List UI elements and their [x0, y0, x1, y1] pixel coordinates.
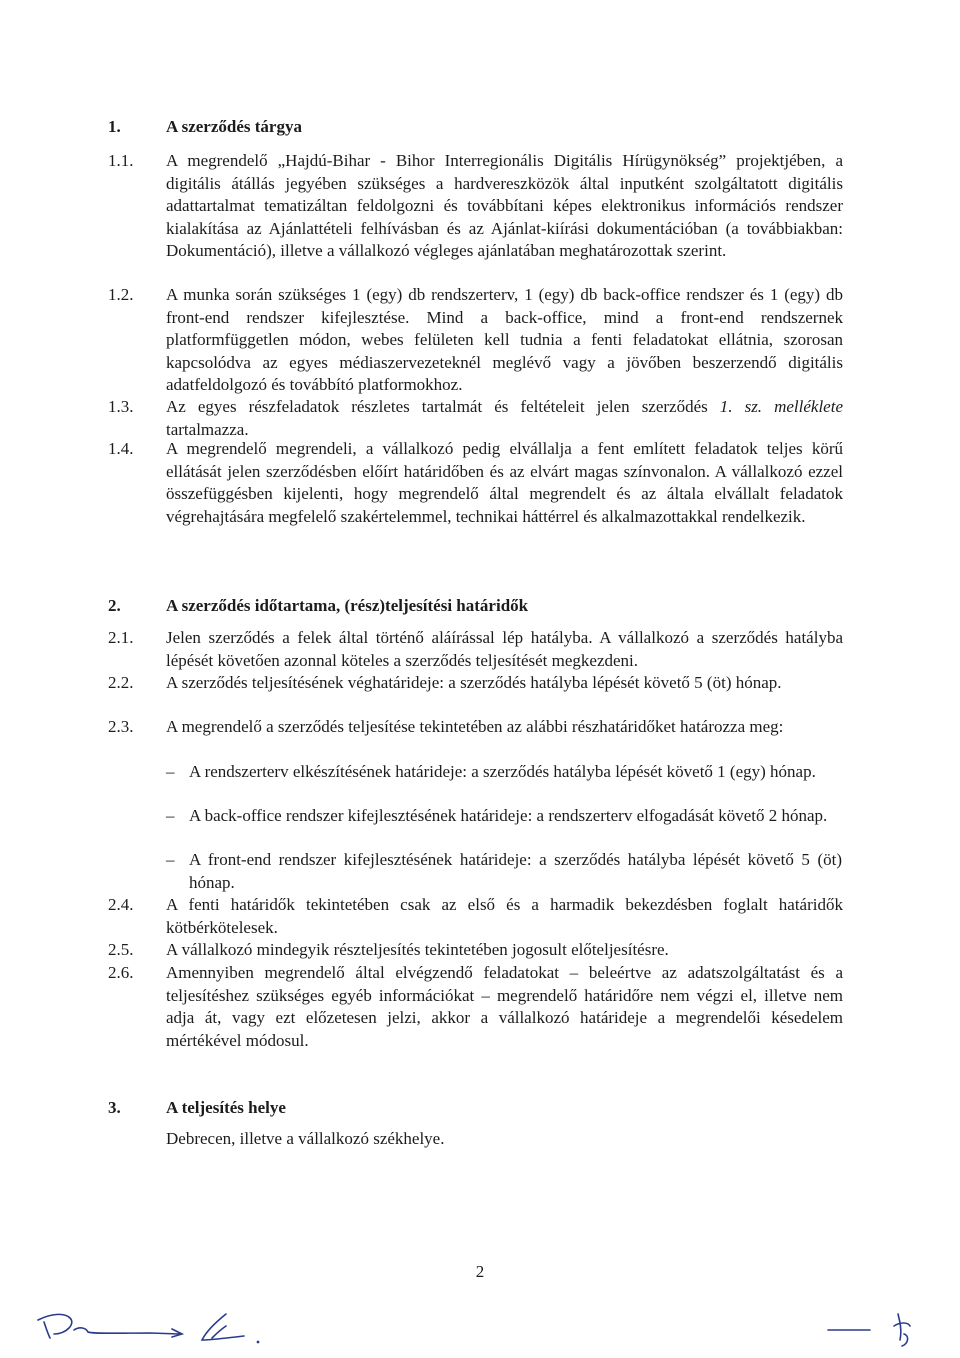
clause-1-2 — [108, 284, 843, 397]
signature-left — [30, 1300, 280, 1356]
section-number: 3. — [108, 1098, 121, 1117]
clause-number: 2.1. — [108, 628, 134, 647]
clause-text: A megrendelő a szerződés teljesítése tekintetében az alábbi részhatáridőket határozza meg: — [166, 717, 784, 736]
section-2-heading — [108, 595, 528, 617]
clause-text: A munka során szükséges 1 (egy) db rendszerterv, 1 (egy) db back-office rendszer és 1 (egy) db front-end rendszer kifejlesztése. Mind a back-office, mind a front-end rendszernek platformfüggetlen módon, webes felületen kell tudnia a fenti feladatokat ellátnia, szorosan kapcsolódva az egyes médiaszervezeteknél meglévő vagy a jövőben beszerzendő digitális adatfeldolgozó és továbbító platformokhoz. — [166, 285, 843, 394]
annex-reference: 1. sz. mellékletе — [719, 397, 843, 416]
clause-number: 2.6. — [108, 963, 134, 982]
clause-text: A megrendelő megrendeli, a vállalkozó pedig elvállalja a fent említett feladatok teljes körű ellátását jelen szerződésben előírt határidőben és az elvárt magas színvonalon. A vállalkozó ezzel összefüggésben kijelenti, hogy megrendelő által megrendelt és az általa elvállalt feladatok végrehajtására megfelelő szakértelemmel, technikai háttérrel és alkalmazottakkal rendelkezik. — [166, 439, 843, 526]
deadline-text: A back-office rendszer kifejlesztésének határideje: a rendszerterv elfogadását követő 2 hónap. — [189, 806, 828, 825]
dash-bullet: – — [166, 850, 175, 869]
clause-2-2 — [108, 672, 843, 695]
section-title: A szerződés tárgya — [166, 117, 302, 136]
clause-text: A fenti határidők tekintetében csak az első és a harmadik bekezdésben foglalt határidők kötbérkötelesek. — [166, 895, 843, 937]
clause-number: 1.1. — [108, 151, 134, 170]
section-title: A szerződés időtartama, (rész)teljesítési határidők — [166, 596, 529, 615]
clause-2-6 — [108, 962, 843, 1052]
clause-number: 1.4. — [108, 439, 134, 458]
section-1-heading — [108, 116, 302, 138]
deadline-item — [166, 849, 842, 894]
clause-2-3 — [108, 716, 843, 739]
clause-text — [166, 396, 843, 441]
section-number: 2. — [108, 596, 121, 615]
clause-number: 2.4. — [108, 895, 134, 914]
section-title: A teljesítés helye — [166, 1098, 286, 1117]
deadline-text: A front-end rendszer kifejlesztésének határideje: a szerződés hatályba lépését követő 5 (öt) hónap. — [189, 850, 842, 892]
clause-1-4 — [108, 438, 843, 528]
dash-bullet: – — [166, 762, 175, 781]
clause-text-part: Az egyes részfeladatok részletes tartalmát és feltételeit jelen szerződés — [166, 397, 720, 416]
section-3-heading — [108, 1097, 286, 1119]
deadline-item — [166, 761, 842, 784]
clause-text: A megrendelő „Hajdú-Bihar - Bihor Interregionális Digitális Hírügynökség” projektjében, a digitális átállás jegyében szükséges a hardvereszközök által inputként szolgáltatott digitális adattartalmat tematizáltan feldolgozni és továbbítani képes elektronikus információs rendszer kialakítása az Ajánlattételi felhívásban és az Ajánlat-kiírási dokumentációban (a továbbiakban: Dokumentáció), illetve a vállalkozó végleges ajánlatában meghatározottak szerint. — [166, 151, 843, 260]
dash-bullet: – — [166, 806, 175, 825]
clause-number: 2.2. — [108, 673, 134, 692]
place-of-performance: Debrecen, illetve a vállalkozó székhelye. — [166, 1129, 445, 1148]
clause-2-4 — [108, 894, 843, 939]
clause-2-1 — [108, 627, 843, 672]
clause-1-3 — [108, 396, 843, 441]
clause-text: Jelen szerződés a felek által történő aláírással lép hatályba. A vállalkozó a szerződés hatályba lépését követően azonnal köteles a szerződés teljesítését megkezdeni. — [166, 628, 843, 670]
deadline-item — [166, 805, 842, 828]
section-number: 1. — [108, 117, 121, 136]
clause-text: Amennyiben megrendelő által elvégzendő feladatokat – beleértve az adatszolgáltatást és a teljesítéshez szükséges egyéb információkat – megrendelő határidőre nem végzi el, illetve nem adja át, vagy ezt előzetesen jelzi, akkor a vállalkozó határideje a megrendelői késedelem mértékével módosul. — [166, 963, 843, 1050]
deadline-text: A rendszerterv elkészítésének határideje: a szerződés hatályba lépését követő 1 (egy) hónap. — [189, 762, 816, 781]
clause-text: A vállalkozó mindegyik részteljesítés tekintetében jogosult előteljesítésre. — [166, 940, 669, 959]
clause-2-5 — [108, 939, 843, 962]
clause-number: 2.5. — [108, 940, 134, 959]
clause-number: 2.3. — [108, 717, 134, 736]
clause-text-part: tartalmazza. — [166, 419, 249, 439]
clause-1-1 — [108, 150, 843, 263]
clause-text: A szerződés teljesítésének véghatárideje: a szerződés hatályba lépését követő 5 (öt) hónap. — [166, 673, 782, 692]
clause-number: 1.2. — [108, 285, 134, 304]
signature-right — [820, 1300, 930, 1356]
clause-number: 1.3. — [108, 397, 134, 416]
page-number: 2 — [475, 1262, 485, 1281]
